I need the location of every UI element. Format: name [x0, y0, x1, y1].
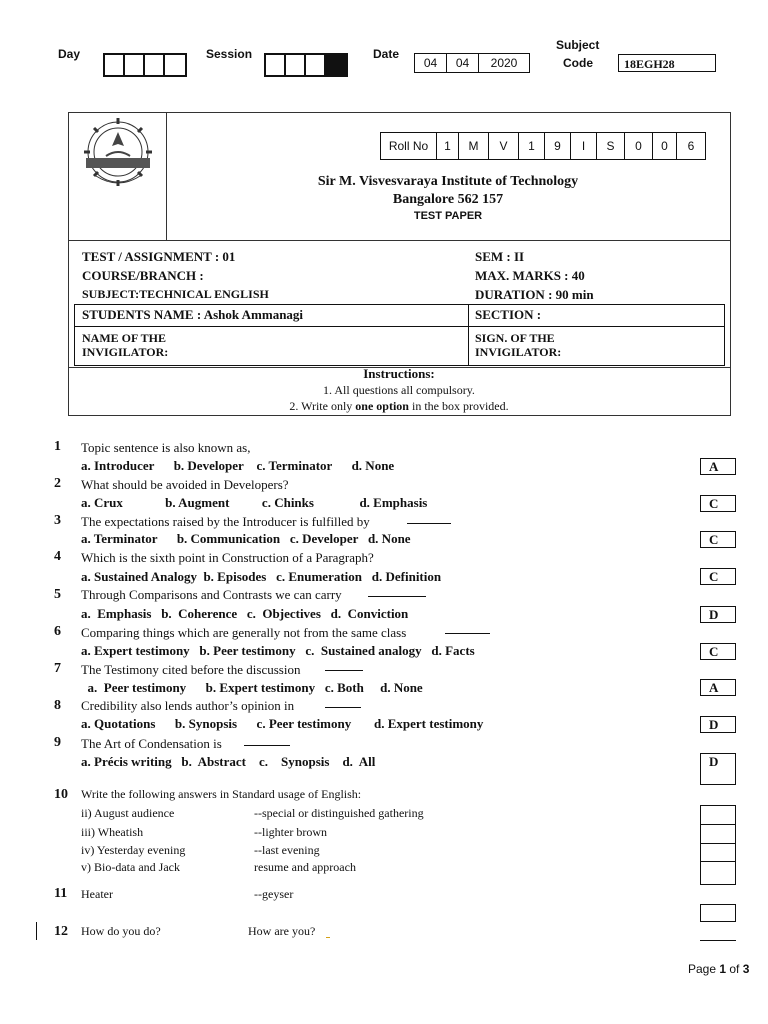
institute-city: Bangalore 562 157	[392, 192, 504, 207]
student-name[interactable]: STUDENTS NAME : Ashok Ammanagi	[82, 307, 304, 322]
fill-in-blank	[407, 523, 451, 524]
term-left: Heater	[81, 887, 113, 901]
term-right: --geyser	[254, 887, 294, 901]
institute-name: Sir M. Visvesvaraya Institute of Technology	[317, 174, 579, 189]
term-left: iv) Yesterday evening	[81, 843, 186, 857]
term-left: ii) August audience	[81, 806, 175, 820]
session-label: Session	[206, 47, 253, 61]
question-number: 8	[54, 698, 61, 713]
question-text: What should be avoided in Developers?	[81, 477, 289, 492]
roll-char: S	[597, 133, 625, 159]
roll-char: 1	[519, 133, 545, 159]
answer-line	[700, 940, 736, 941]
term-right: --special or distinguished gathering	[254, 806, 424, 820]
question-options: a. Crux b. Augment c. Chinks d. Emphasis	[81, 495, 428, 510]
roll-char: 6	[687, 139, 695, 153]
date-day: 04	[415, 54, 447, 72]
day-label: Day	[58, 47, 81, 61]
question-text: The Art of Condensation is	[81, 736, 222, 751]
subject-label: Subject	[556, 38, 600, 52]
question-number: 3	[54, 513, 61, 528]
subject-name: SUBJECT:TECHNICAL ENGLISH	[82, 287, 269, 301]
roll-label: Roll No	[381, 133, 437, 159]
roll-char: 0	[653, 133, 677, 159]
question-text: Credibility also lends author’s opinion in	[81, 698, 295, 713]
answer-box[interactable]: C	[700, 531, 736, 548]
max-marks: MAX. MARKS : 40	[475, 268, 585, 283]
date-boxes[interactable]	[414, 53, 530, 73]
question-text: Topic sentence is also known as,	[81, 440, 251, 455]
answer-box[interactable]: D	[700, 716, 736, 733]
answer-box[interactable]	[700, 904, 736, 922]
roll-char: M	[459, 133, 489, 159]
date-year: 2020	[490, 56, 518, 70]
test-paper-title: TEST PAPER	[413, 210, 483, 222]
roll-char: 0	[625, 133, 653, 159]
fill-in-blank	[325, 707, 361, 708]
question-options: a. Introducer b. Developer c. Terminator d. None	[81, 458, 395, 473]
answer-box[interactable]: A	[700, 458, 736, 475]
answer-box[interactable]: C	[700, 495, 736, 512]
date-month: 04	[447, 54, 479, 72]
session-boxes[interactable]	[264, 53, 348, 77]
question-number: 7	[54, 661, 61, 676]
question-options: a. Sustained Analogy b. Episodes c. Enumeration d. Definition	[81, 569, 442, 584]
question-text: Comparing things which are generally not from the same class	[81, 625, 407, 640]
question-text: The expectations raised by the Introducer is fulfilled by	[81, 514, 370, 529]
term-left: iii) Wheatish	[81, 825, 144, 839]
question-number: 10	[54, 787, 68, 802]
institute-logo	[76, 116, 160, 194]
answer-box[interactable]: C	[700, 568, 736, 585]
instruction-2: 2. Write only one option in the box provided.	[289, 399, 509, 413]
question-number: 1	[54, 439, 61, 454]
answer-box-group[interactable]	[700, 805, 736, 885]
course-branch: COURSE/BRANCH :	[82, 268, 204, 283]
page-indicator: Page 1 of 3	[688, 962, 750, 976]
duration: DURATION : 90 min	[475, 287, 594, 302]
term-left: v) Bio-data and Jack	[81, 860, 180, 874]
question-number: 2	[54, 476, 61, 491]
code-label: Code	[563, 56, 593, 70]
subject-code-box[interactable]: 18EGH28	[618, 54, 716, 72]
term-right: --last evening	[254, 843, 320, 857]
change-bar	[36, 922, 37, 940]
instruction-1: 1. All questions all compulsory.	[323, 383, 475, 397]
fill-in-blank	[368, 596, 426, 597]
date-label: Date	[373, 47, 400, 61]
fill-in-blank	[445, 633, 490, 634]
term-left: How do you do?	[81, 924, 161, 938]
term-right: resume and approach	[254, 860, 356, 874]
test-number: TEST / ASSIGNMENT : 01	[82, 249, 236, 264]
question-options: a. Emphasis b. Coherence c. Objectives d. Conviction	[81, 606, 409, 621]
roll-char: I	[571, 133, 597, 159]
answer-box[interactable]: D	[700, 753, 736, 785]
header-divider	[68, 240, 730, 241]
answer-box[interactable]: D	[700, 606, 736, 623]
roll-number-row[interactable]	[380, 132, 706, 160]
question-options: a. Peer testimony b. Expert testimony c. Both d. None	[81, 680, 423, 695]
answer-box[interactable]: C	[700, 643, 736, 660]
question-text: The Testimony cited before the discussion	[81, 662, 301, 677]
invigilator-name-label-1: NAME OF THE	[82, 331, 167, 345]
question-options: a. Expert testimony b. Peer testimony c. Sustained analogy d. Facts	[81, 643, 475, 658]
question-number: 6	[54, 624, 61, 639]
roll-char: 9	[545, 133, 571, 159]
term-right: How are you?	[248, 924, 316, 938]
invigilator-name-label-2: INVIGILATOR:	[82, 345, 169, 359]
question-number: 4	[54, 549, 61, 564]
section-field[interactable]: SECTION :	[475, 307, 542, 322]
institute-seal-icon	[76, 116, 160, 194]
question-text: Through Comparisons and Contrasts we can carry	[81, 587, 342, 602]
question-text: Write the following answers in Standard usage of English:	[81, 787, 362, 801]
question-number: 5	[54, 587, 61, 602]
invigilator-sign-label-1: SIGN. OF THE	[475, 331, 555, 345]
question-options: a. Quotations b. Synopsis c. Peer testimony d. Expert testimony	[81, 716, 484, 731]
question-number: 12	[54, 924, 68, 939]
question-options: a. Terminator b. Communication c. Developer d. None	[81, 531, 411, 546]
answer-box[interactable]: A	[700, 679, 736, 696]
invigilator-sign-label-2: INVIGILATOR:	[475, 345, 562, 359]
question-number: 11	[54, 886, 68, 901]
fill-in-blank	[244, 745, 290, 746]
instructions-title: Instructions:	[363, 366, 435, 381]
semester: SEM : II	[475, 249, 525, 264]
question-options: a. Précis writing b. Abstract c. Synopsis d. All	[81, 754, 376, 769]
roll-char: V	[489, 133, 519, 159]
day-boxes[interactable]	[103, 53, 187, 77]
fill-in-blank	[325, 670, 363, 671]
question-number: 9	[54, 735, 61, 750]
roll-char: 1	[437, 133, 459, 159]
term-right: --lighter brown	[254, 825, 327, 839]
question-text: Which is the sixth point in Construction of a Paragraph?	[81, 550, 374, 565]
